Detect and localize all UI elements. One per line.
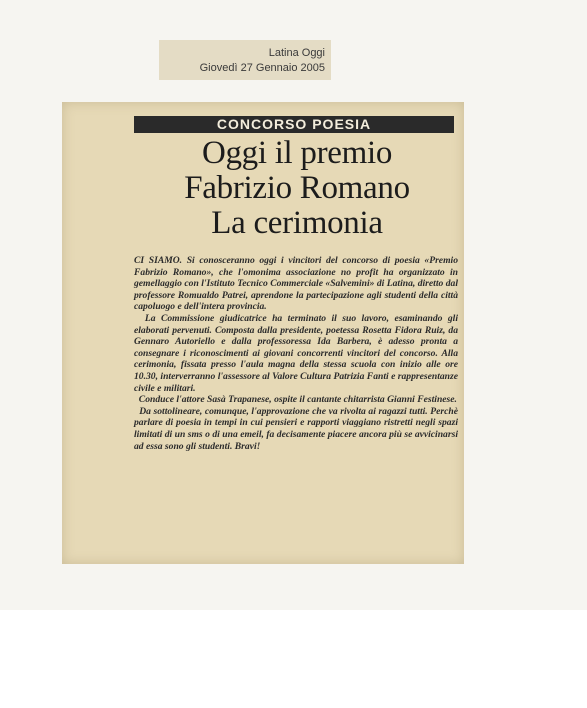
headline-line: Fabrizio Romano <box>184 170 410 206</box>
article-paragraph <box>134 394 458 406</box>
article-headline <box>132 136 462 241</box>
paragraph-text: Conduce l'attore Sasà Trapanese, ospite il cantante chitarrista Gianni Festinese. <box>138 394 457 406</box>
paragraph-text: Da sottolineare, comunque, l'approvazione che va rivolta ai ragazzi tutti. Perchè parlare di poesia in tempi in cui pensieri e rapporti viaggiano ristretti negli spazi limitati di un sms o di una emeil, fa decisamente piacere ancora più se avvicinarsi ad essa sono gli studenti. Bravi! <box>134 405 458 452</box>
paragraph-text: Si conosceranno oggi i vincitori del concorso di poesia «Premio Fabrizio Romano», che l'omonima associazione no profit ha organizzato in gemellaggio con l'Istituto Tecnico Commerciale «Salvemini» di Latina, diretto dal professore Romualdo Patrei, aprendone la partecipazione agli studenti della città capoluogo e dell'intera provincia. <box>134 255 458 313</box>
lead-in: CI SIAMO. <box>134 255 183 266</box>
article-paragraph <box>134 406 458 452</box>
clipping-source-label <box>159 40 331 80</box>
publication-date: Giovedì 27 Gennaio 2005 <box>199 62 325 74</box>
article-paragraph <box>134 313 458 394</box>
headline-line: Oggi il premio <box>201 135 393 171</box>
section-rubric: CONCORSO POESIA <box>134 116 454 133</box>
paragraph-text: La Commissione giudicatrice ha terminato il suo lavoro, esaminando gli elaborati pervenuti. Composta dalla presidente, poetessa Rosetta Fidora Ruiz, da Gennaro Autoriello e dalla professoressa Ida Barbera, è adesso pronta a consegnare i riconoscimenti ai giovani concorrenti vincitori del concorso. Alla cerimonia, fissata presso l'aula magna della stessa scuola con inizio alle ore 10.30, interverranno l'assessore al Valore Cultura Patrizia Fanti e rappresentanze civile e militari. <box>134 312 458 394</box>
newspaper-clipping <box>62 102 464 564</box>
article-body <box>134 255 458 452</box>
article-paragraph <box>134 255 458 313</box>
headline-line: La cerimonia <box>211 205 383 241</box>
newspaper-name: Latina Oggi <box>268 47 325 59</box>
